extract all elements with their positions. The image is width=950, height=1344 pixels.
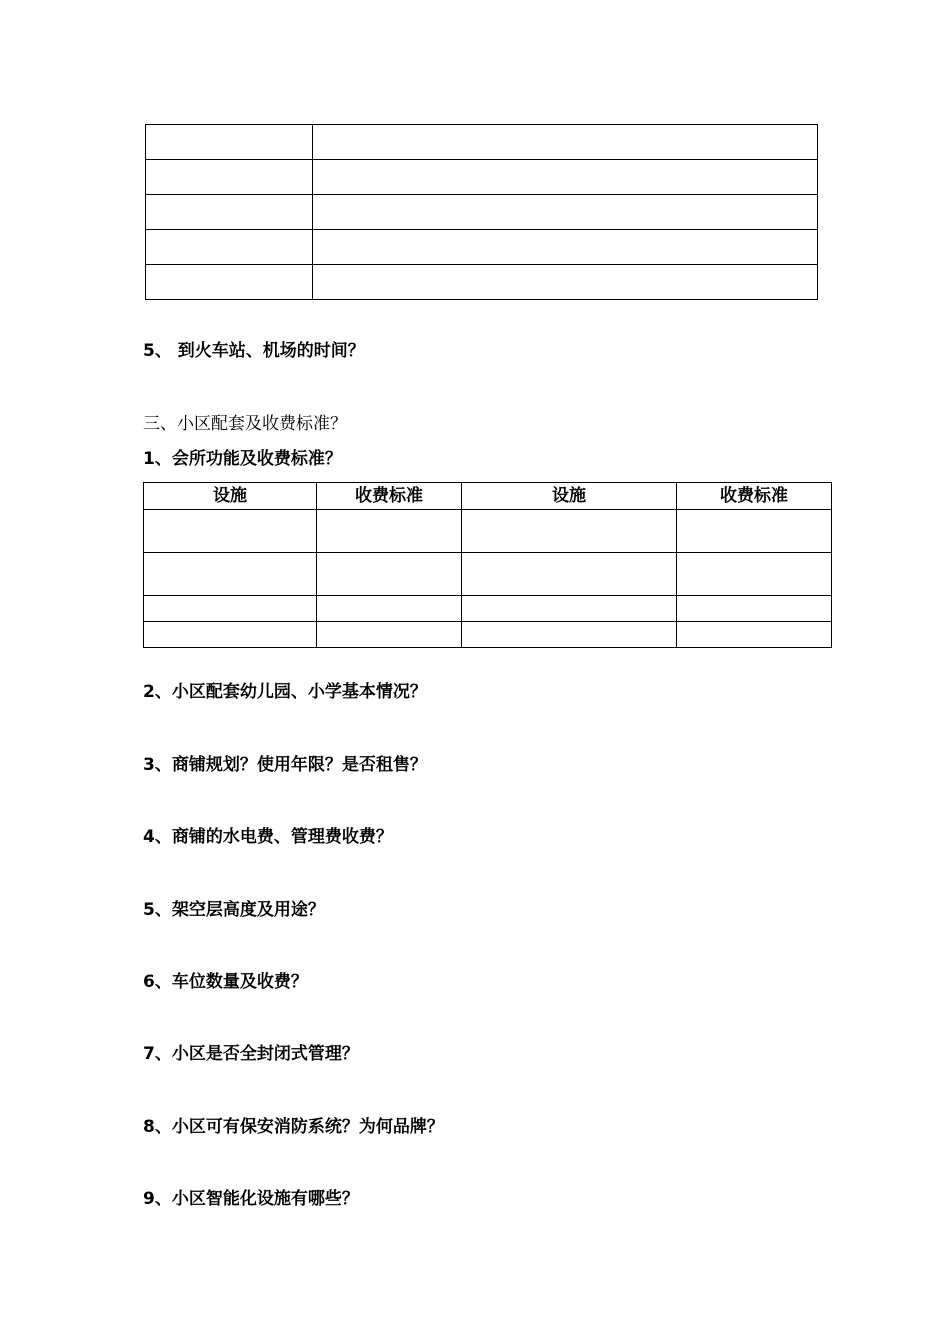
- table-cell[interactable]: [677, 596, 832, 622]
- column-header-facility: 设施: [462, 483, 677, 510]
- table-row: [146, 195, 818, 230]
- question-closed-management: 7、小区是否全封闭式管理？: [143, 1044, 359, 1064]
- table-header-row: [144, 483, 832, 510]
- question-smart-facilities: 9、小区智能化设施有哪些？: [143, 1189, 359, 1209]
- table-cell[interactable]: [462, 596, 677, 622]
- table-cell[interactable]: [313, 125, 818, 160]
- table-row: [144, 596, 832, 622]
- column-header-fee-standard: 收费标准: [317, 483, 462, 510]
- table-row: [144, 510, 832, 553]
- table-cell[interactable]: [317, 596, 462, 622]
- table-row: [144, 553, 832, 596]
- table-cell[interactable]: [144, 622, 317, 648]
- table-row: [144, 622, 832, 648]
- table-row: [146, 265, 818, 300]
- table-cell[interactable]: [146, 125, 313, 160]
- question-station-time: 5、 到火车站、机场的时间？: [143, 341, 365, 361]
- table-cell[interactable]: [677, 553, 832, 596]
- table-cell[interactable]: [313, 230, 818, 265]
- top-blank-table: [145, 124, 818, 300]
- table-cell[interactable]: [462, 622, 677, 648]
- table-cell[interactable]: [462, 510, 677, 553]
- table-row: [146, 125, 818, 160]
- table-cell[interactable]: [146, 195, 313, 230]
- table-cell[interactable]: [146, 230, 313, 265]
- table-cell[interactable]: [317, 622, 462, 648]
- column-header-facility: 设施: [144, 483, 317, 510]
- table-cell[interactable]: [677, 622, 832, 648]
- table-cell[interactable]: [313, 160, 818, 195]
- table-cell[interactable]: [144, 510, 317, 553]
- question-parking: 6、车位数量及收费？: [143, 972, 308, 992]
- table-cell[interactable]: [317, 510, 462, 553]
- table-row: [146, 230, 818, 265]
- question-shop-fees: 4、商铺的水电费、管理费收费？: [143, 827, 393, 847]
- question-shops: 3、商铺规划？使用年限？是否租售？: [143, 755, 427, 775]
- table-cell[interactable]: [462, 553, 677, 596]
- table-cell[interactable]: [146, 265, 313, 300]
- table-cell[interactable]: [144, 553, 317, 596]
- section-heading: 三、小区配套及收费标准？: [143, 414, 347, 434]
- question-security-system: 8、小区可有保安消防系统？为何品牌？: [143, 1117, 444, 1137]
- question-stilt-floor: 5、架空层高度及用途？: [143, 900, 325, 920]
- table-cell[interactable]: [313, 195, 818, 230]
- table-cell[interactable]: [677, 510, 832, 553]
- table-cell[interactable]: [313, 265, 818, 300]
- table-row: [146, 160, 818, 195]
- table-cell[interactable]: [317, 553, 462, 596]
- column-header-fee-standard: 收费标准: [677, 483, 832, 510]
- question-clubhouse: 1、会所功能及收费标准？: [143, 449, 342, 469]
- clubhouse-fee-table: [143, 482, 832, 648]
- question-school: 2、小区配套幼儿园、小学基本情况？: [143, 682, 427, 702]
- table-cell[interactable]: [146, 160, 313, 195]
- table-cell[interactable]: [144, 596, 317, 622]
